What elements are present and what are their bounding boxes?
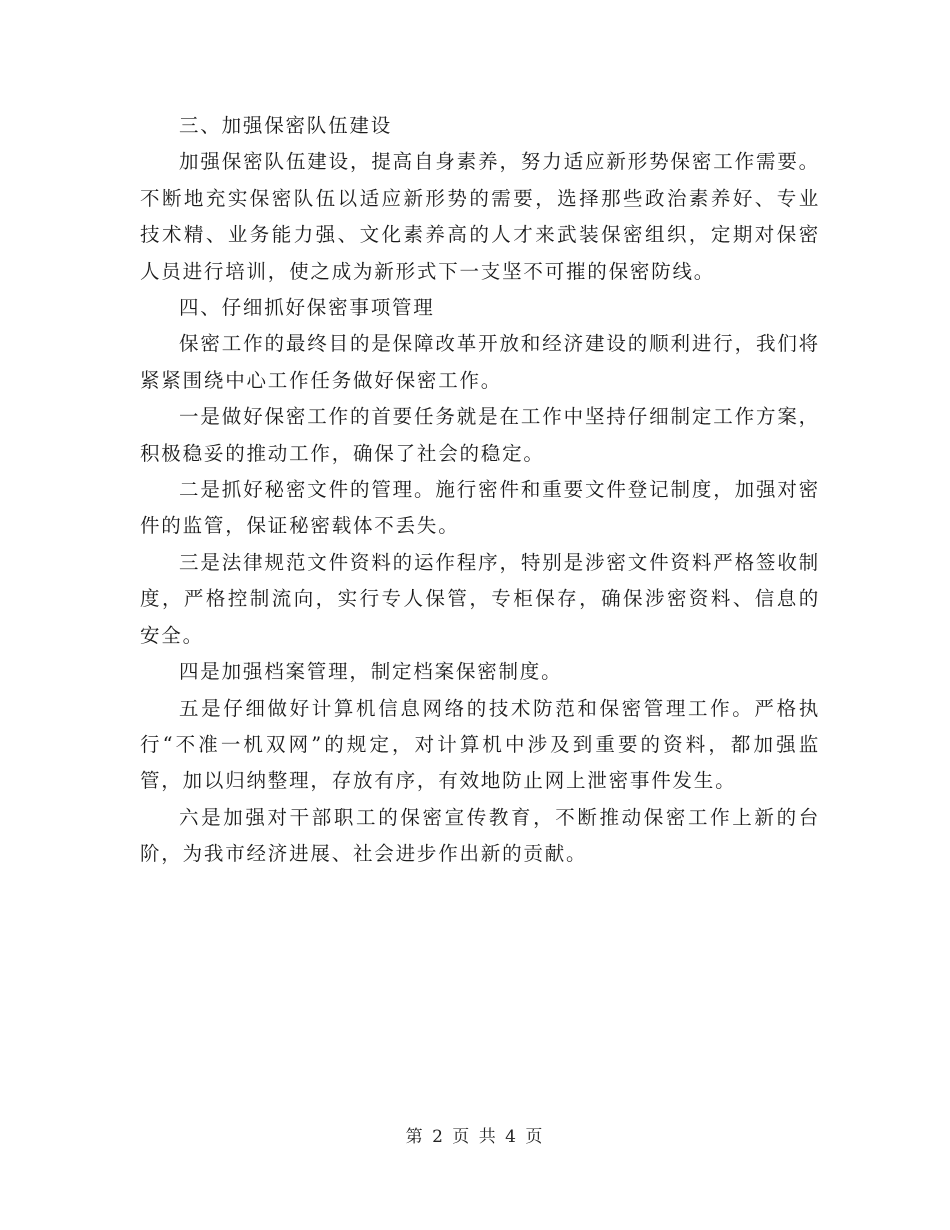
- document-body: [140, 108, 820, 873]
- paragraph-item-5: 五是仔细做好计算机信息网络的技术防范和保密管理工作。严格执行“不准一机双网”的规定，对计算机中涉及到重要的资料，都加强监管，加以归纳整理，存放有序，有效地防止网上泄密事件发生。: [140, 696, 820, 793]
- paragraph-team-building: 加强保密队伍建设，提高自身素养，努力适应新形势保密工作需要。不断地充实保密队伍以适应新形势的需要，选择那些政治素养好、专业技术精、业务能力强、文化素养高的人才来武装保密组织，定期对保密人员进行培训，使之成为新形式下一支坚不可摧的保密防线。: [140, 150, 820, 283]
- paragraph-item-3: 三是法律规范文件资料的运作程序，特别是涉密文件资料严格签收制度，严格控制流向，实行专人保管，专柜保存，确保涉密资料、信息的安全。: [140, 550, 820, 647]
- section-heading-3: 三、加强保密队伍建设: [179, 114, 393, 137]
- page-number-footer: 第 2 页 共 4 页: [405, 1127, 545, 1147]
- section-heading-4: 四、仔细抓好保密事项管理: [179, 296, 435, 320]
- paragraph-item-6: 六是加强对干部职工的保密宣传教育，不断推动保密工作上新的台阶，为我市经济进展、社会进步作出新的贡献。: [140, 805, 820, 866]
- paragraph-item-1: 一是做好保密工作的首要任务就是在工作中坚持仔细制定工作方案，积极稳妥的推动工作，确保了社会的稳定。: [140, 405, 820, 465]
- paragraph-goal: 保密工作的最终目的是保障改革开放和经济建设的顺利进行，我们将紧紧围绕中心工作任务做好保密工作。: [140, 332, 820, 392]
- paragraph-item-2: 二是抓好秘密文件的管理。施行密件和重要文件登记制度，加强对密件的监管，保证秘密载体不丢失。: [140, 478, 820, 538]
- paragraph-item-4: 四是加强档案管理，制定档案保密制度。: [179, 660, 563, 684]
